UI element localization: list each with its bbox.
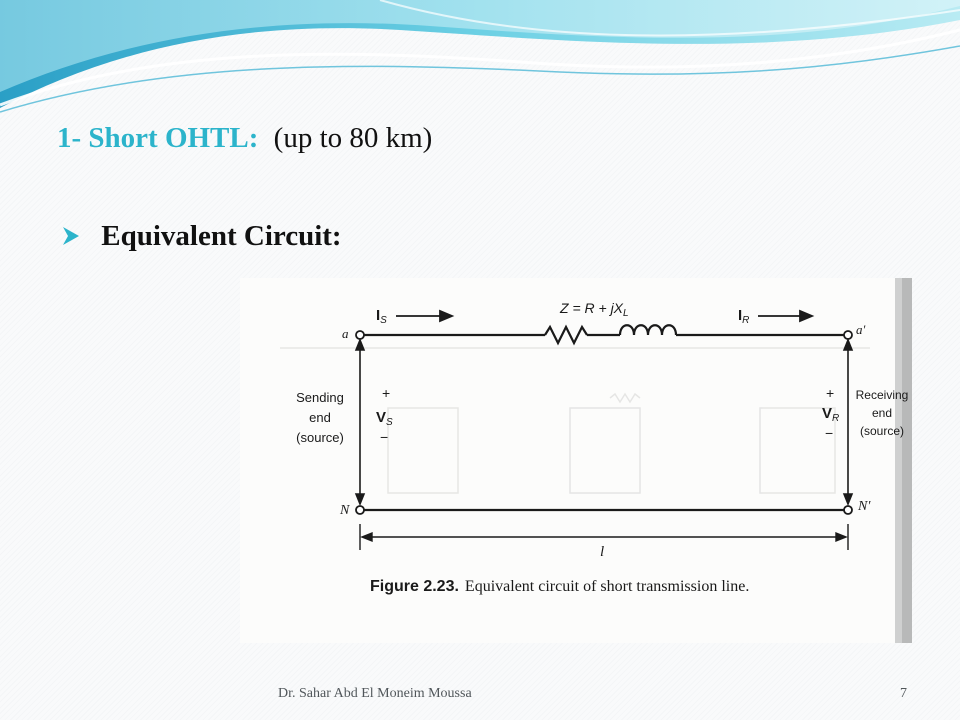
terminal-n-prime: [844, 506, 852, 514]
arrow-bullet-icon: [62, 226, 80, 246]
node-a-label: a: [342, 326, 349, 341]
title-section-label: 1- Short OHTL:: [57, 122, 259, 154]
vs-minus-sign: −: [380, 429, 389, 445]
vr-plus-sign: +: [826, 385, 835, 401]
vr-minus-sign: −: [825, 425, 834, 441]
footer-page-number: 7: [900, 686, 907, 701]
title-range-note: (up to 80 km): [273, 122, 433, 154]
header-wave-decoration: [0, 0, 960, 115]
current-sending-label: $I_S$: [376, 307, 387, 326]
circuit-figure: [240, 278, 912, 643]
vr-label: $V_R$: [822, 405, 840, 424]
receiving-end-label-line3: (source): [859, 424, 905, 438]
receiving-end-label-line2: end: [871, 406, 893, 420]
node-n-label: N: [340, 503, 350, 518]
receiving-end-label-line1: Receiving: [855, 388, 909, 402]
terminal-n: [356, 506, 364, 514]
current-receiving-label: $I_R$: [738, 307, 750, 326]
terminal-a: [356, 331, 364, 339]
node-n-prime-label: N′: [858, 499, 871, 514]
bullet-text: Equivalent Circuit:: [101, 220, 342, 252]
length-label: l: [600, 544, 605, 560]
terminal-a-prime: [844, 331, 852, 339]
sending-end-label-line3: (source): [296, 430, 344, 445]
sending-end-label-line1: Sending: [296, 390, 344, 405]
node-a-prime-label: a′: [856, 322, 866, 337]
bullet-equivalent-circuit: [62, 216, 342, 256]
impedance-label: $Z = R + jX_L$: [560, 300, 629, 319]
vs-plus-sign: +: [382, 385, 391, 401]
footer-author: Dr. Sahar Abd El Moneim Moussa: [278, 686, 472, 701]
sending-end-label-line2: end: [309, 410, 331, 425]
slide-title: [57, 118, 432, 158]
vs-label: $V_S$: [376, 409, 393, 428]
figure-caption: Figure 2.23. Equivalent circuit of short transmission line.: [370, 578, 750, 595]
